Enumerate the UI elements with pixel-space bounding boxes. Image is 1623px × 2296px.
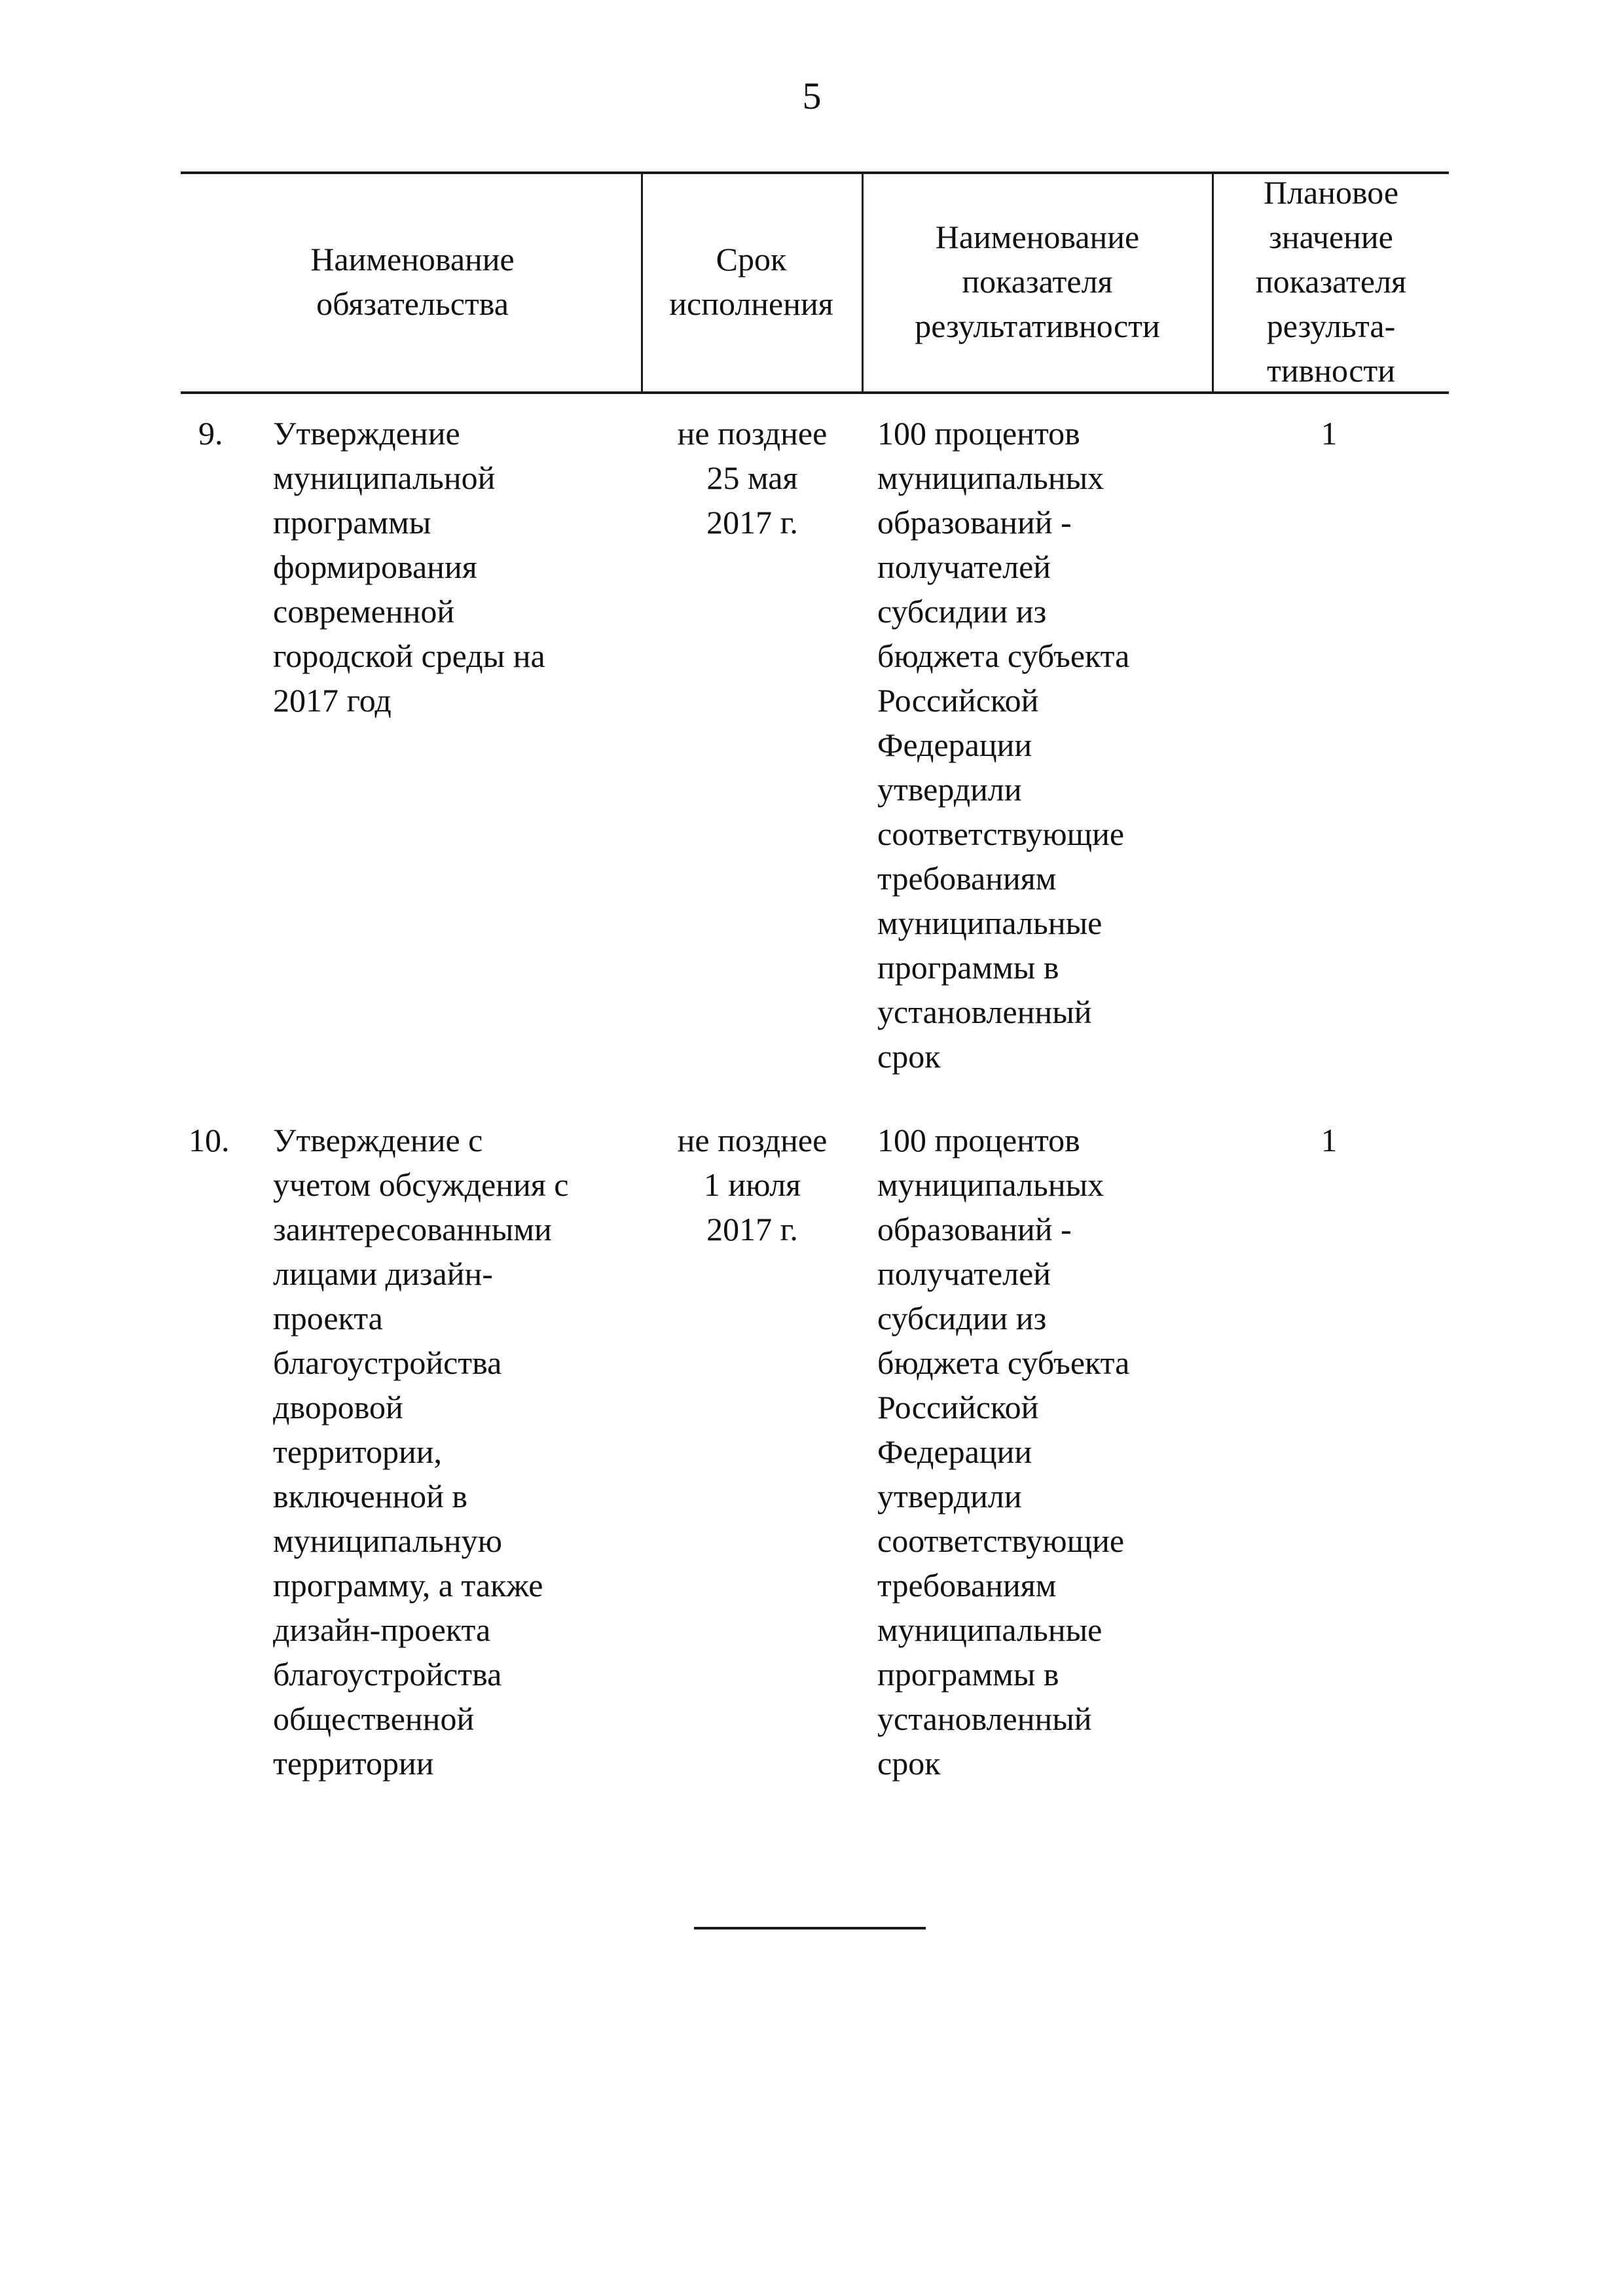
obligation-cell: Утверждение с учетом обсуждения с заинтересованными лицами дизайн- проекта благоустройства дворовой территории, включенной в муниципальную программу, а также дизайн-проекта благоустройства общественной территории xyxy=(273,1122,569,1782)
indicator-cell: 100 процентов муниципальных образований - получателей субсидии из бюджета субъекта Российской Федерации утвердили соответствующие требованиям муниципальные программы в установленный срок xyxy=(877,1122,1130,1782)
planned-value-cell: 1 xyxy=(1321,1122,1338,1158)
column-header-indicator: Наименование показателя результативности xyxy=(915,219,1160,344)
column-header-term: Срок исполнения xyxy=(669,241,833,322)
page-number: 5 xyxy=(802,75,822,117)
planned-value-cell: 1 xyxy=(1321,415,1338,452)
indicator-cell: 100 процентов муниципальных образований - получателей субсидии из бюджета субъекта Российской Федерации утвердили соответствующие требованиям муниципальные программы в установленный срок xyxy=(877,415,1130,1075)
term-cell: не позднее 1 июля 2017 г. xyxy=(677,1122,828,1247)
column-header-planned-value: Плановое значение показателя результа- тивности xyxy=(1255,174,1407,389)
row-number: 9. xyxy=(198,415,223,452)
header-column-divider xyxy=(641,171,643,394)
end-of-document-rule xyxy=(694,1927,926,1929)
obligation-cell: Утверждение муниципальной программы формирования современной городской среды на 2017 год xyxy=(273,415,545,719)
column-header-obligation: Наименование обязательства xyxy=(310,241,515,322)
term-cell: не позднее 25 мая 2017 г. xyxy=(677,415,828,541)
header-column-divider xyxy=(1212,171,1214,394)
row-number: 10. xyxy=(189,1122,230,1158)
header-column-divider xyxy=(862,171,864,394)
